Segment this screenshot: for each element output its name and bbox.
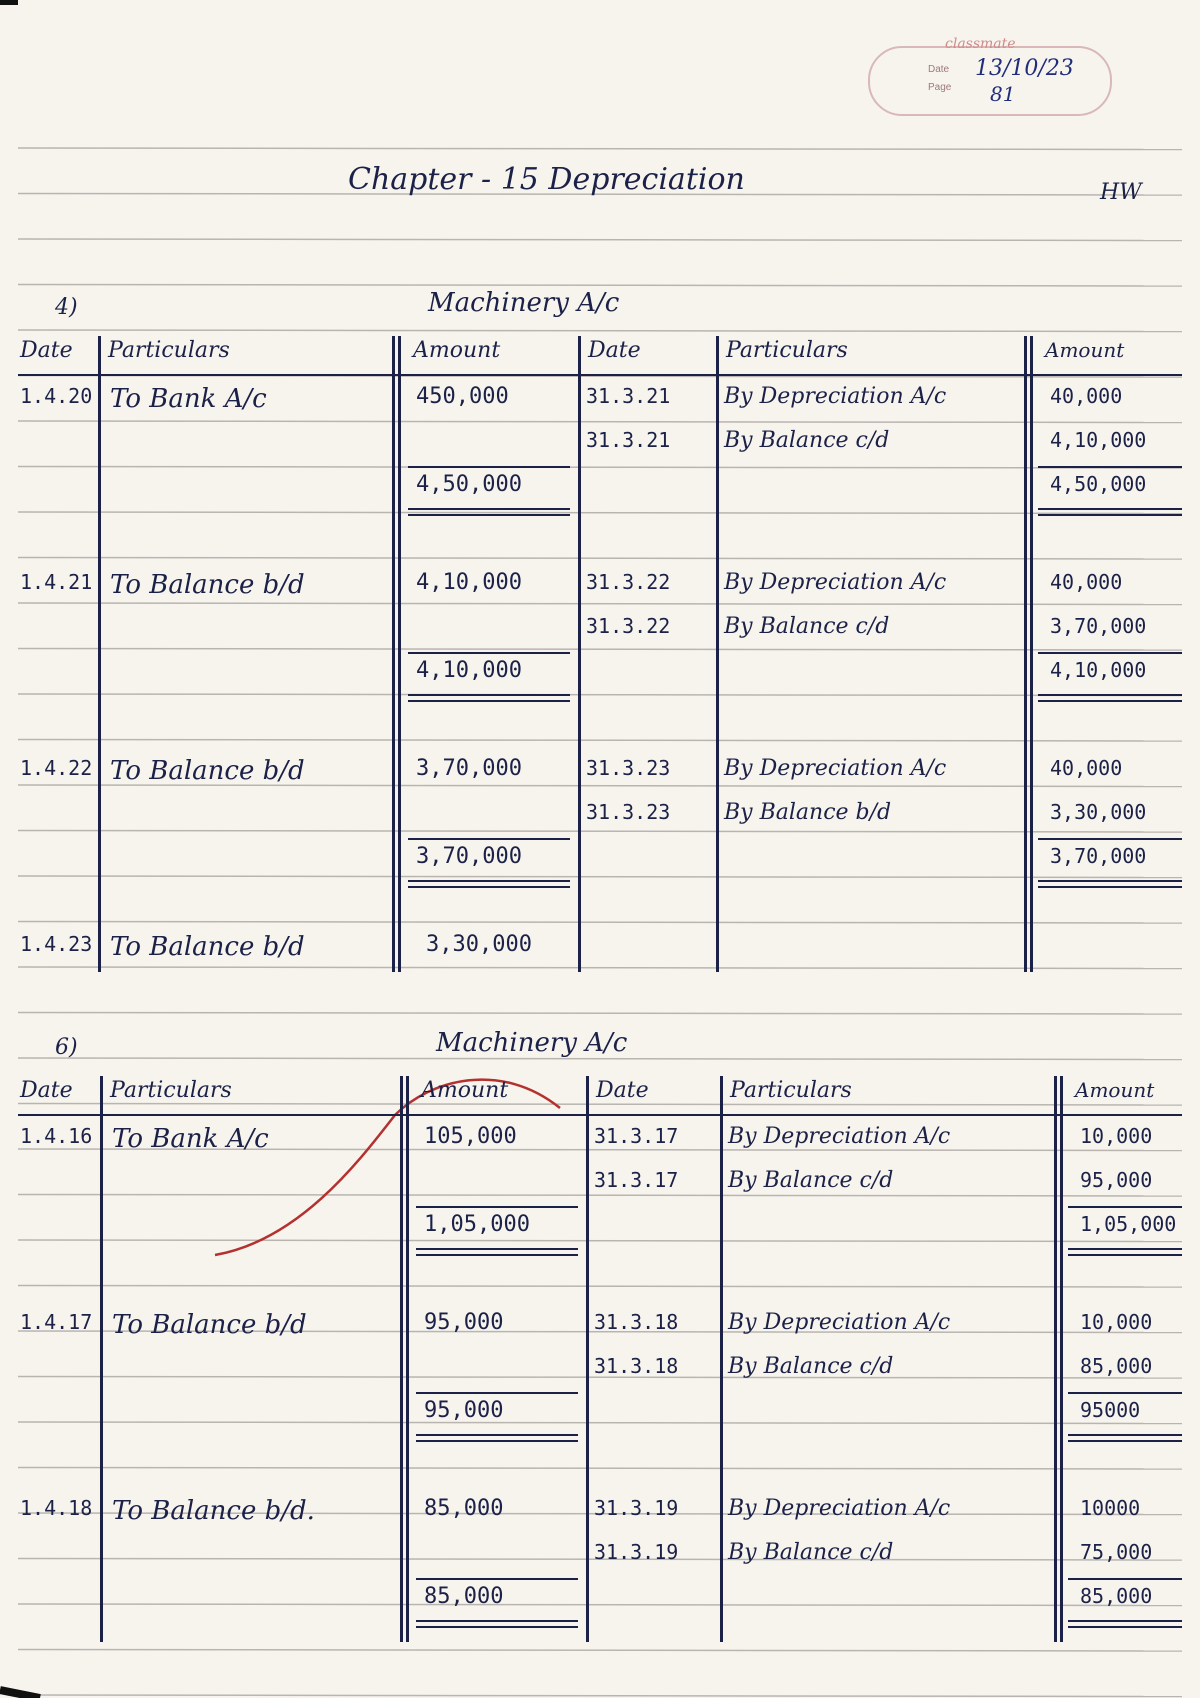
closing-amount: 3,30,000 bbox=[426, 932, 532, 957]
column-rule bbox=[392, 336, 395, 972]
column-rule bbox=[398, 336, 401, 972]
header-particulars-left: Particulars bbox=[108, 338, 230, 363]
header-amount-right: Amount bbox=[1045, 338, 1125, 362]
stamp-date-value: 13/10/23 bbox=[975, 56, 1074, 81]
header-amount-right: Amount bbox=[1075, 1078, 1155, 1102]
credit-amount: 3,30,000 bbox=[1050, 800, 1147, 824]
total-rule-bottom-right bbox=[1038, 880, 1182, 882]
total-rule-bottom bbox=[416, 1434, 578, 1436]
debit-date: 1.4.20 bbox=[20, 384, 93, 408]
credit-total: 4,50,000 bbox=[1050, 472, 1147, 496]
credit-amount: 85,000 bbox=[1080, 1354, 1153, 1378]
credit-total: 1,05,000 bbox=[1080, 1212, 1177, 1236]
total-rule-double bbox=[408, 886, 570, 888]
total-rule-top-right bbox=[1068, 1392, 1182, 1394]
debit-particulars: To Balance b/d bbox=[112, 1310, 307, 1340]
credit-date: 31.3.22 bbox=[586, 570, 671, 594]
credit-date: 31.3.18 bbox=[594, 1310, 679, 1334]
credit-amount: 40,000 bbox=[1050, 570, 1123, 594]
header-date-left: Date bbox=[20, 338, 73, 363]
total-rule-top-right bbox=[1038, 838, 1182, 840]
total-rule-bottom bbox=[416, 1620, 578, 1622]
debit-particulars: To Balance b/d bbox=[110, 756, 305, 786]
credit-amount: 10000 bbox=[1080, 1496, 1141, 1520]
credit-date: 31.3.19 bbox=[594, 1496, 679, 1520]
credit-amount: 10,000 bbox=[1080, 1310, 1153, 1334]
credit-amount: 95,000 bbox=[1080, 1168, 1153, 1192]
header-particulars-left: Particulars bbox=[110, 1078, 232, 1103]
total-rule-top bbox=[416, 1578, 578, 1580]
total-rule-top bbox=[408, 838, 570, 840]
credit-particulars: By Balance c/d bbox=[728, 1540, 894, 1565]
credit-amount: 40,000 bbox=[1050, 384, 1123, 408]
credit-date: 31.3.19 bbox=[594, 1540, 679, 1564]
stamp-date-label: Date bbox=[928, 64, 950, 75]
debit-particulars: To Balance b/d. bbox=[112, 1496, 315, 1526]
credit-date: 31.3.23 bbox=[586, 800, 671, 824]
credit-particulars: By Depreciation A/c bbox=[728, 1496, 951, 1521]
debit-amount: 105,000 bbox=[424, 1124, 517, 1149]
account-title: Machinery A/c bbox=[436, 1028, 628, 1058]
total-rule-bottom-right bbox=[1038, 694, 1182, 696]
credit-particulars: By Depreciation A/c bbox=[728, 1124, 951, 1149]
total-rule-double-right bbox=[1038, 514, 1182, 516]
total-rule-double bbox=[416, 1626, 578, 1628]
total-rule-top-right bbox=[1038, 466, 1182, 468]
credit-date: 31.3.21 bbox=[586, 384, 671, 408]
page-tag: HW bbox=[1100, 180, 1142, 205]
credit-amount: 75,000 bbox=[1080, 1540, 1153, 1564]
debit-date: 1.4.18 bbox=[20, 1496, 93, 1520]
header-date-right: Date bbox=[596, 1078, 649, 1103]
header-date-right: Date bbox=[588, 338, 641, 363]
header-amount-left: Amount bbox=[413, 338, 501, 363]
debit-amount: 3,70,000 bbox=[416, 756, 522, 781]
page-title: Chapter - 15 Depreciation bbox=[348, 162, 745, 197]
credit-particulars: By Balance c/d bbox=[724, 428, 890, 453]
total-rule-bottom-right bbox=[1068, 1620, 1182, 1622]
column-rule bbox=[720, 1076, 723, 1642]
credit-particulars: By Depreciation A/c bbox=[724, 570, 947, 595]
total-rule-bottom-right bbox=[1038, 508, 1182, 510]
total-rule-bottom-right bbox=[1068, 1434, 1182, 1436]
total-rule-double-right bbox=[1038, 700, 1182, 702]
column-rule bbox=[578, 336, 581, 972]
total-rule-bottom bbox=[416, 1248, 578, 1250]
credit-amount: 40,000 bbox=[1050, 756, 1123, 780]
total-rule-top bbox=[416, 1392, 578, 1394]
debit-amount: 450,000 bbox=[416, 384, 509, 409]
credit-total: 85,000 bbox=[1080, 1584, 1153, 1608]
column-rule bbox=[406, 1076, 409, 1642]
header-date-left: Date bbox=[20, 1078, 73, 1103]
credit-total: 3,70,000 bbox=[1050, 844, 1147, 868]
header-particulars-right: Particulars bbox=[730, 1078, 852, 1103]
debit-total: 1,05,000 bbox=[424, 1212, 530, 1237]
total-rule-double bbox=[416, 1254, 578, 1256]
credit-total: 95000 bbox=[1080, 1398, 1141, 1422]
column-rule bbox=[1024, 336, 1027, 972]
column-rule bbox=[1054, 1076, 1057, 1642]
debit-total: 4,50,000 bbox=[416, 472, 522, 497]
debit-date: 1.4.16 bbox=[20, 1124, 93, 1148]
total-rule-bottom-right bbox=[1068, 1248, 1182, 1250]
debit-particulars: To Balance b/d bbox=[110, 570, 305, 600]
question-number: 6) bbox=[55, 1035, 78, 1060]
total-rule-top bbox=[408, 652, 570, 654]
header-rule bbox=[18, 374, 1182, 376]
credit-particulars: By Depreciation A/c bbox=[724, 384, 947, 409]
credit-particulars: By Depreciation A/c bbox=[728, 1310, 951, 1335]
closing-particulars: To Balance b/d bbox=[110, 932, 305, 962]
debit-total: 3,70,000 bbox=[416, 844, 522, 869]
header-amount-left: Amount bbox=[421, 1078, 509, 1103]
stamp-page-value: 81 bbox=[990, 82, 1016, 106]
header-particulars-right: Particulars bbox=[726, 338, 848, 363]
credit-particulars: By Balance c/d bbox=[728, 1354, 894, 1379]
stamp-brand: classmate bbox=[945, 36, 1016, 52]
credit-date: 31.3.23 bbox=[586, 756, 671, 780]
total-rule-top bbox=[416, 1206, 578, 1208]
total-rule-double bbox=[408, 700, 570, 702]
account-title: Machinery A/c bbox=[428, 288, 620, 318]
debit-amount: 4,10,000 bbox=[416, 570, 522, 595]
column-rule bbox=[100, 1076, 103, 1642]
debit-particulars: To Bank A/c bbox=[112, 1124, 269, 1154]
debit-total: 95,000 bbox=[424, 1398, 504, 1423]
column-rule bbox=[586, 1076, 589, 1642]
credit-date: 31.3.18 bbox=[594, 1354, 679, 1378]
column-rule bbox=[716, 336, 719, 972]
total-rule-top bbox=[408, 466, 570, 468]
debit-particulars: To Bank A/c bbox=[110, 384, 267, 414]
total-rule-bottom bbox=[408, 508, 570, 510]
column-rule bbox=[1030, 336, 1033, 972]
total-rule-top-right bbox=[1068, 1578, 1182, 1580]
debit-date: 1.4.21 bbox=[20, 570, 93, 594]
debit-amount: 85,000 bbox=[424, 1496, 504, 1521]
column-rule bbox=[400, 1076, 403, 1642]
total-rule-bottom bbox=[408, 694, 570, 696]
header-rule bbox=[18, 1114, 1182, 1116]
total-rule-double-right bbox=[1068, 1626, 1182, 1628]
total-rule-double-right bbox=[1068, 1440, 1182, 1442]
total-rule-double-right bbox=[1068, 1254, 1182, 1256]
total-rule-double-right bbox=[1038, 886, 1182, 888]
credit-date: 31.3.22 bbox=[586, 614, 671, 638]
credit-particulars: By Balance c/d bbox=[724, 614, 890, 639]
closing-date: 1.4.23 bbox=[20, 932, 93, 956]
credit-date: 31.3.21 bbox=[586, 428, 671, 452]
total-rule-double bbox=[416, 1440, 578, 1442]
column-rule bbox=[1060, 1076, 1063, 1642]
credit-date: 31.3.17 bbox=[594, 1168, 679, 1192]
debit-amount: 95,000 bbox=[424, 1310, 504, 1335]
credit-total: 4,10,000 bbox=[1050, 658, 1147, 682]
total-rule-double bbox=[408, 514, 570, 516]
total-rule-bottom bbox=[408, 880, 570, 882]
credit-particulars: By Balance b/d bbox=[724, 800, 892, 825]
debit-date: 1.4.22 bbox=[20, 756, 93, 780]
credit-amount: 4,10,000 bbox=[1050, 428, 1147, 452]
stamp-page-label: Page bbox=[928, 82, 952, 93]
credit-amount: 10,000 bbox=[1080, 1124, 1153, 1148]
debit-date: 1.4.17 bbox=[20, 1310, 93, 1334]
credit-particulars: By Depreciation A/c bbox=[724, 756, 947, 781]
total-rule-top-right bbox=[1068, 1206, 1182, 1208]
credit-particulars: By Balance c/d bbox=[728, 1168, 894, 1193]
credit-date: 31.3.17 bbox=[594, 1124, 679, 1148]
debit-total: 85,000 bbox=[424, 1584, 504, 1609]
credit-amount: 3,70,000 bbox=[1050, 614, 1147, 638]
column-rule bbox=[98, 336, 101, 972]
question-number: 4) bbox=[55, 295, 78, 320]
total-rule-top-right bbox=[1038, 652, 1182, 654]
debit-total: 4,10,000 bbox=[416, 658, 522, 683]
